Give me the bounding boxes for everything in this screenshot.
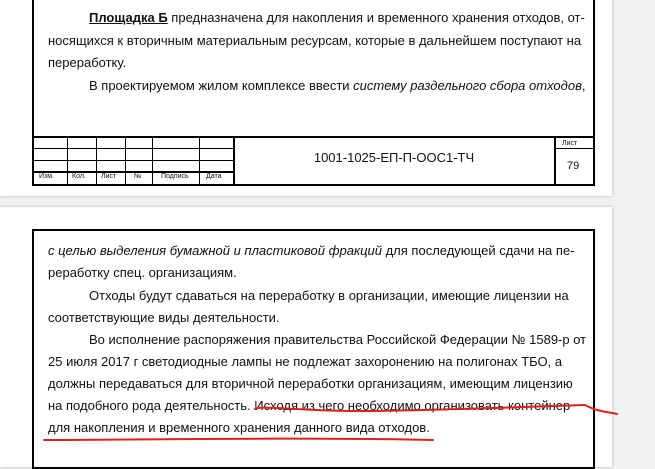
text-span: В проектируемом жилом комплексе ввести bbox=[89, 78, 354, 93]
text-span: предназначена для накопления и временного хранения отходов, от- bbox=[167, 10, 585, 25]
stamp-col-num: № bbox=[134, 173, 142, 180]
sheet-number: 79 bbox=[567, 160, 580, 172]
document-code: 1001-1025-ЕП-П-ООС1-ТЧ bbox=[313, 150, 475, 165]
text-span: для последующей сдачи на пе- bbox=[381, 243, 575, 258]
highlighted-text: Исходя из чего необходимо организовать контейнер bbox=[254, 398, 571, 413]
paragraph-line: должны передаваться для вторичной переработки организациям, имеющим лицензию bbox=[48, 376, 573, 391]
bold-heading-term: Площадка Б bbox=[89, 10, 168, 25]
stamp-col-data: Дата bbox=[206, 173, 222, 180]
stamp-col-list: Лист bbox=[101, 173, 117, 180]
paragraph-line: носящихся к вторичным материальным ресурсам, которые в дальнейшем поступают на bbox=[48, 33, 582, 48]
stamp-col-izm: Изм. bbox=[39, 173, 54, 180]
paragraph-line: Во исполнение распоряжения правительства Российской Федерации № 1589-р от bbox=[89, 332, 587, 347]
text-span: , bbox=[581, 78, 586, 93]
italic-text: систему раздельного сбора отходов bbox=[353, 78, 582, 93]
stamp-col-podpis: Подпись bbox=[161, 173, 189, 180]
italic-text: с целью выделения бумажной и пластиковой фракций bbox=[48, 243, 382, 258]
sheet-label: Лист bbox=[562, 140, 578, 147]
paragraph-line: переработку. bbox=[48, 55, 127, 70]
paragraph-line: соответствующие виды деятельности. bbox=[48, 310, 280, 325]
red-underline-stroke-2 bbox=[44, 439, 433, 440]
paragraph-line: реработку спец. организациям. bbox=[48, 265, 237, 280]
paragraph-line: для накопления и временного хранения данного вида отходов. bbox=[48, 420, 430, 435]
paragraph-line: 25 июля 2017 г светодиодные лампы не подлежат захоронению на полигонах ТБО, а bbox=[48, 354, 563, 369]
text-span: на подобного рода деятельность. bbox=[48, 398, 255, 413]
paragraph-line: Отходы будут сдаваться на переработку в организации, имеющие лицензии на bbox=[89, 288, 569, 303]
stamp-col-kol: Кол. bbox=[72, 173, 86, 180]
red-underline-stroke-1 bbox=[255, 405, 617, 414]
